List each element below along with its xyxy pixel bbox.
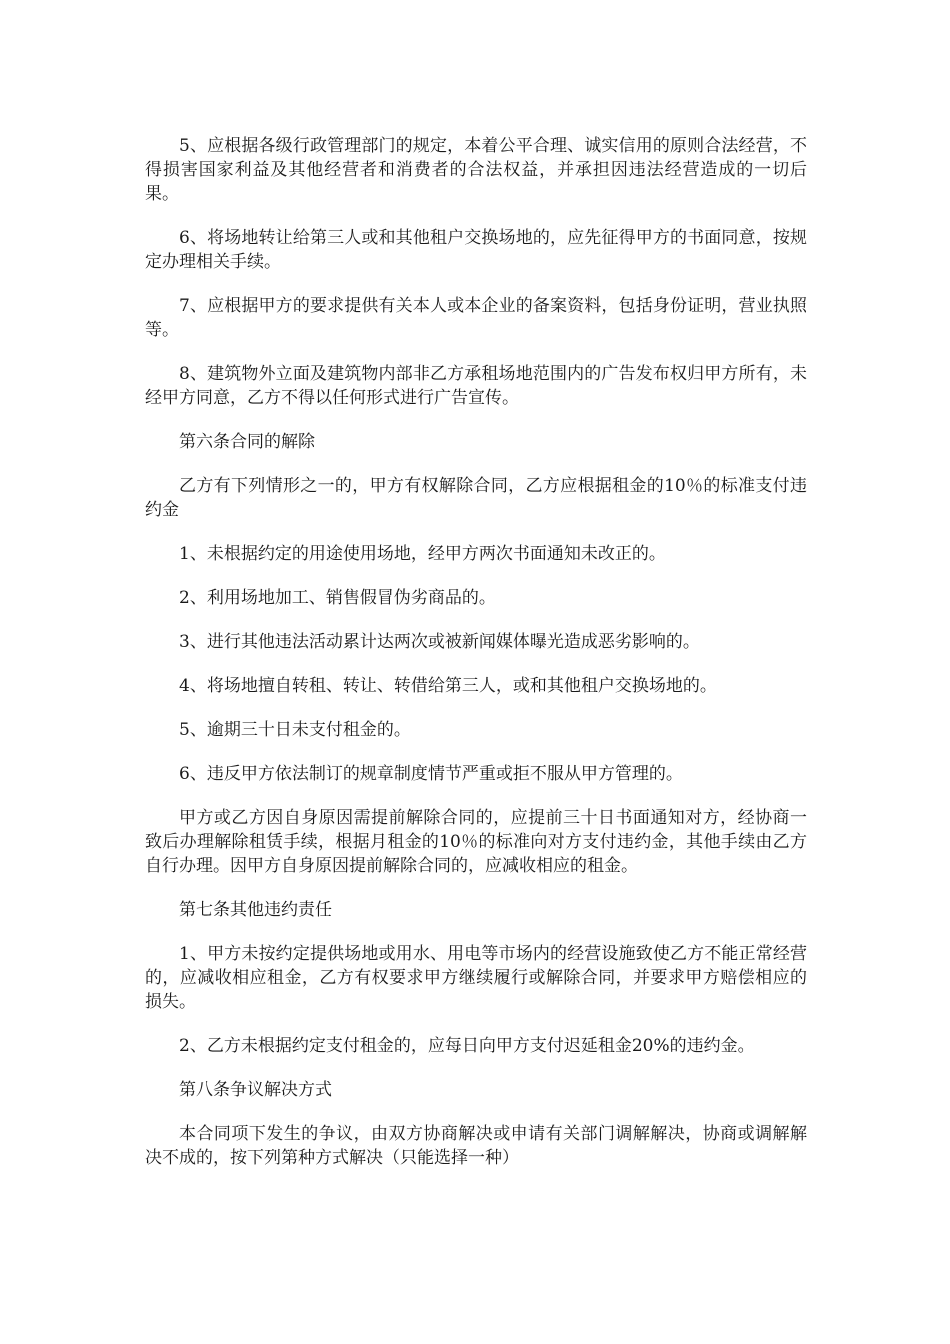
termination-item-2: 2、利用场地加工、销售假冒伪劣商品的。: [179, 588, 496, 608]
early-termination-paragraph: 甲方或乙方因自身原因需提前解除合同的，应提前三十日书面通知对方，经协商一致后办理解除租赁手续，根据月租金的10％的标准向对方支付违约金，其他手续由乙方自行办理。因甲方自身原因提前解除合同的，应减收相应的租金。: [145, 808, 807, 876]
liability-item-1: 1、甲方未按约定提供场地或用水、用电等市场内的经营设施致使乙方不能正常经营的，应减收相应租金，乙方有权要求甲方继续履行或解除合同，并要求甲方赔偿相应的损失。: [145, 944, 807, 1012]
section-heading-article-7: 第七条其他违约责任: [179, 900, 332, 920]
clause-7-filing-documents: 7、应根据甲方的要求提供有关本人或本企业的备案资料，包括身份证明，营业执照等。: [145, 296, 807, 340]
article-6-intro: 乙方有下列情形之一的，甲方有权解除合同，乙方应根据租金的10％的标准支付违约金: [145, 476, 807, 520]
document-page: [145, 134, 807, 1190]
termination-item-1: 1、未根据约定的用途使用场地，经甲方两次书面通知未改正的。: [179, 544, 666, 564]
section-heading-article-8: 第八条争议解决方式: [179, 1080, 332, 1100]
clause-5-lawful-operation: 5、应根据各级行政管理部门的规定，本着公平合理、诚实信用的原则合法经营，不得损害国家利益及其他经营者和消费者的合法权益，并承担因违法经营造成的一切后果。: [145, 136, 807, 204]
termination-item-6: 6、违反甲方依法制订的规章制度情节严重或拒不服从甲方管理的。: [179, 764, 683, 784]
clause-8-advertising-rights: 8、建筑物外立面及建筑物内部非乙方承租场地范围内的广告发布权归甲方所有，未经甲方同意，乙方不得以任何形式进行广告宣传。: [145, 364, 807, 408]
dispute-resolution-paragraph: 本合同项下发生的争议，由双方协商解决或申请有关部门调解解决，协商或调解解决不成的，按下列第种方式解决（只能选择一种）: [145, 1124, 807, 1168]
liability-item-2: 2、乙方未根据约定支付租金的，应每日向甲方支付迟延租金20%的违约金。: [179, 1036, 755, 1056]
clause-6-site-transfer: 6、将场地转让给第三人或和其他租户交换场地的，应先征得甲方的书面同意，按规定办理相关手续。: [145, 228, 807, 272]
section-heading-article-6: 第六条合同的解除: [179, 432, 315, 452]
termination-item-5: 5、逾期三十日未支付租金的。: [179, 720, 411, 740]
termination-item-4: 4、将场地擅自转租、转让、转借给第三人，或和其他租户交换场地的。: [179, 676, 717, 696]
termination-item-3: 3、进行其他违法活动累计达两次或被新闻媒体曝光造成恶劣影响的。: [179, 632, 700, 652]
